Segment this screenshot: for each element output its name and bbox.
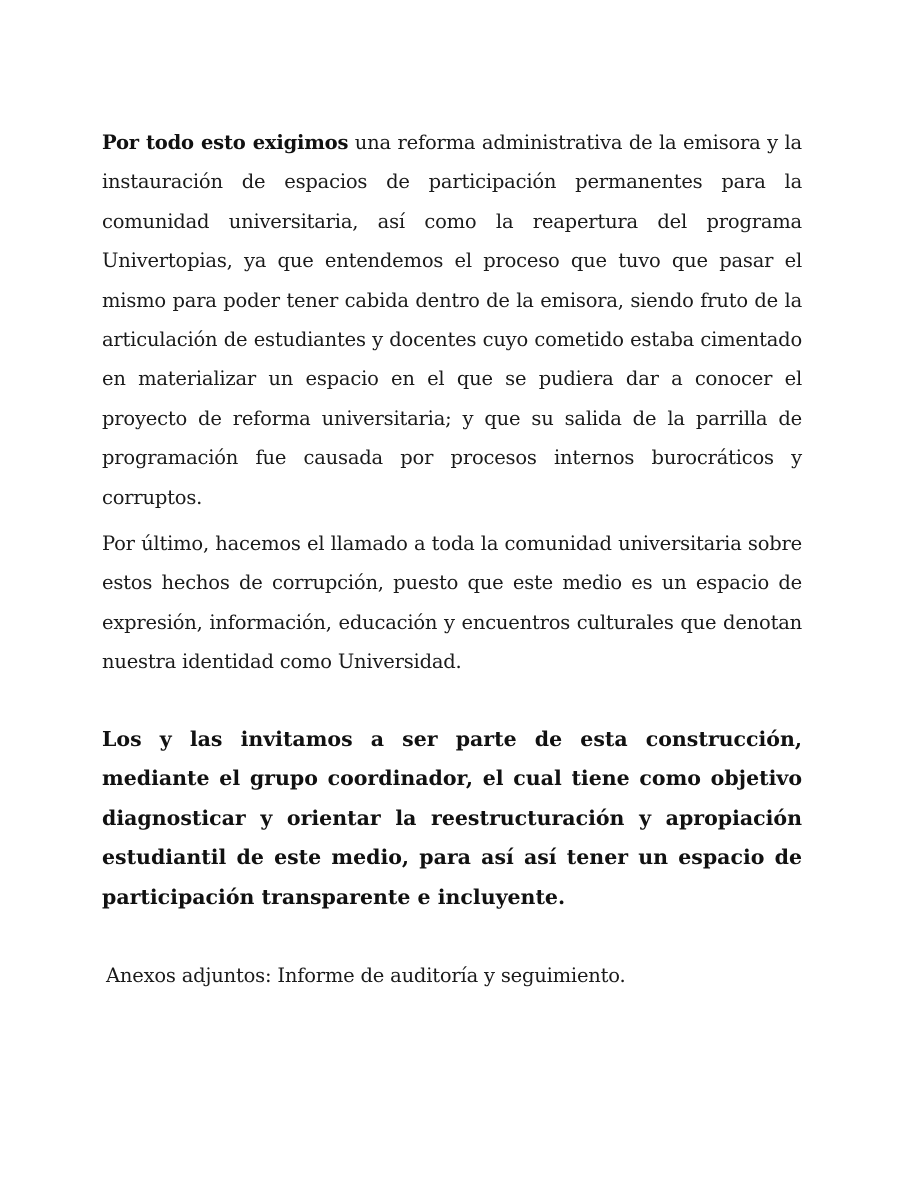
attachments-note: Anexos adjuntos: Informe de auditoría y seguimiento. xyxy=(106,964,626,987)
paragraph-demands-body: una reforma administrativa de la emisora y la instauración de espacios de participación permanentes para la comunidad universitaria, así como la reapertura del programa Univertopias, ya que entendemos el proceso que tuvo que pasar el mismo para poder tener cabida dentro de la emisora, siendo fruto de la articulación de estudiantes y docentes cuyo cometido estaba cimentado en materializar un espacio en el que se pudiera dar a conocer el proyecto de reforma universitaria; y que su salida de la parrilla de programación fue causada por procesos internos burocráticos y corruptos. xyxy=(102,131,802,509)
paragraph-invitation: Los y las invitamos a ser parte de esta construcción, mediante el grupo coordinador, el cual tiene como objetivo diagnosticar y orientar la reestructuración y apropiación estudiantil de este medio, para así así tener un espacio de participación transparente e incluyente. xyxy=(102,727,802,909)
paragraph-demands xyxy=(102,123,802,517)
paragraph-demands-lead: Por todo esto exigimos xyxy=(102,131,349,154)
paragraph-call-to-community: Por último, hacemos el llamado a toda la comunidad universitaria sobre estos hechos de corrupción, puesto que este medio es un espacio de expresión, información, educación y encuentros culturales que denotan nuestra identidad como Universidad. xyxy=(102,532,802,674)
